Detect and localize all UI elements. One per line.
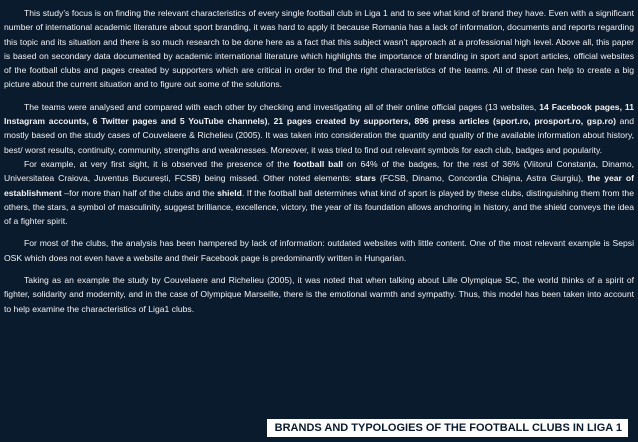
paragraph-study-focus xyxy=(4,6,634,92)
paragraph-text: For most of the clubs, the analysis has been hampered by lack of information: outdated websites with little content. One of the most relevant example is Sepsi OSK which does not even have a website and their Facebook page is predominantly written in Hungarian. xyxy=(4,238,634,263)
text: –for more than half of the clubs and the xyxy=(61,187,218,198)
footer-title: BRANDS AND TYPOLOGIES OF THE FOOTBALL CLUBS IN LIGA 1 xyxy=(274,422,622,434)
bold-text: football ball xyxy=(293,158,343,169)
text: (FCSB, Dinamo, Concordia Chiajna, Astra Giurgiu), xyxy=(375,173,588,184)
document-body xyxy=(4,6,634,316)
bold-text: stars xyxy=(355,173,376,184)
text: The teams were analysed and compared with each other by checking and investigating all of their online official pages (13 websites, xyxy=(24,101,540,112)
bold-text: the year of establishment xyxy=(4,173,634,198)
bold-text: shield xyxy=(217,187,242,198)
paragraph-couvelaere-example xyxy=(4,273,634,316)
paragraph-text: Taking as an example the study by Couvelaere and Richelieu (2005), it was noted that when talking about Lille Olympique SC, the world thinks of a spirit of fighter, solidarity and modernity, and in the case of Olympique Marseille, there is the emotional warmth and sympathy. Thus, this model has been taken into account to help examine the characteristics of Liga1 clubs. xyxy=(4,275,634,314)
paragraph-badges-example xyxy=(4,157,634,228)
bold-text: 14 Facebook pages, 11 Instagram accounts, 6 Twitter pages and 5 YouTube channels) xyxy=(4,101,634,127)
text: and mostly based on the study cases of Couvelaere & Richelieu (2005). It was taken into consideration the quantity and quality of the available information about history, best/ worst results, continuity, community, strengths and weaknesses. Moreover, it was tried to find out relevant symbols for each club, badges and popularity. xyxy=(4,116,634,155)
bold-text: 21 pages created by supporters, 896 press articles (sport.ro, prosport.ro, gsp.ro) xyxy=(273,116,616,127)
paragraph-text: This study’s focus is on finding the relevant characteristics of every single football club in Liga 1 and to see what kind of brand they have. Even with a significant number of international academic literature about sport branding, it was hard to apply it because Romania has a lack of information, documents and reports regarding this topic and its situation and there is so much research to be done here as a fact that this subject wasn’t approach at a professional high level. Above all, this paper is based on secondary data documented by academic international literature which highlights the importance of branding in sport and sport articles, official websites of the football clubs and pages created by supporters which are critical in order to find the right characteristics of the teams. All of these can help to create a big picture about the current situation and to figure out some of the solutions. xyxy=(4,8,634,90)
footer-title-banner xyxy=(267,419,628,437)
text: For example, at very first sight, it is observed the presence of the xyxy=(24,158,294,169)
paragraph-teams-analysed xyxy=(4,100,634,157)
text: , xyxy=(267,116,274,127)
paragraph-lack-of-information xyxy=(4,236,634,265)
text: on 64% of the badges, for the rest of 36% (Viitorul Constanța, Dinamo, Universitatea Craiova, Juventus București, FCSB) being missed. Other noted elements: xyxy=(4,158,635,184)
text: . If the football ball determines what kind of sport is played by these clubs, distinguishing them from the others, the stars, a symbol of masculinity, suggest brilliance, excellence, victory, the year of its foundation allows anchoring in history, and the shield conveys the idea of a fighter spirit. xyxy=(4,187,634,227)
